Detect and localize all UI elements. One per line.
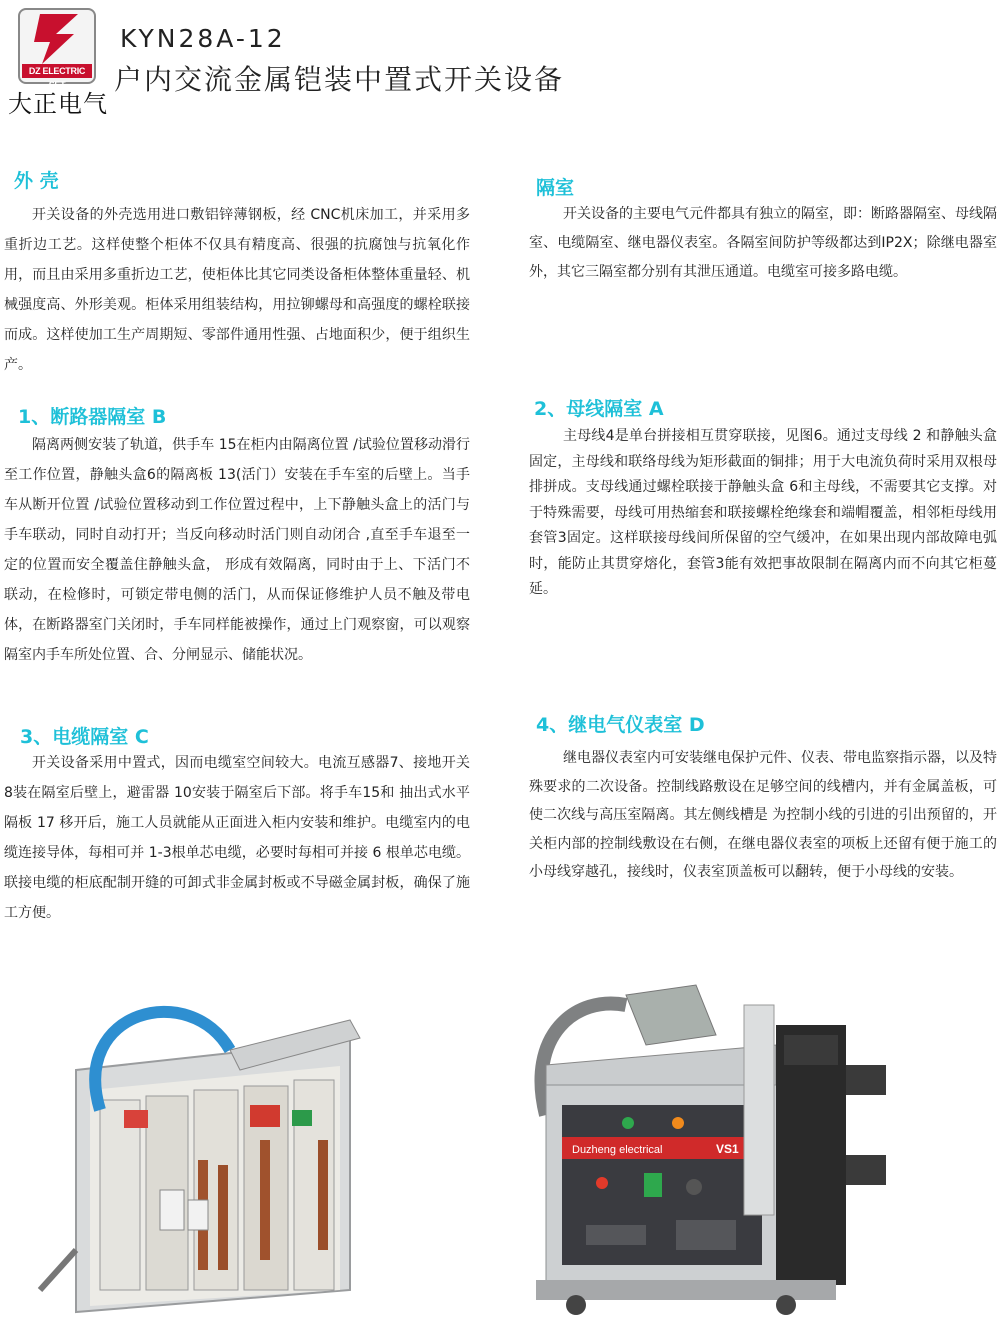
circuit-breaker-truck-photo [30,990,380,1320]
panel-brand-label: Duzheng electrical [572,1144,663,1156]
page-title: 户内交流金属铠装中置式开关设备 [114,63,565,96]
heading-relay: 4、继电气仪表室 D [536,714,705,736]
body-relay: 继电器仪表室内可安装继电保护元件、仪表、带电监察指示器，以及特殊要求的二次设备。控制线路敷设在足够空间的线槽内，并有金属盖板，可使二次线与高压室隔离。其左侧线槽是 为控制小线的引进的引出预留的，开关柜内部的控制线敷设在右侧，在继电器仪表室的项板上还留有便于施工的小母线穿越孔，接线时，仪表室顶盖板可以翻转，便于小母线的安装。 [529,750,997,880]
body-compartment: 开关设备的主要电气元件都具有独立的隔室，即：断路器隔室、母线隔室、电缆隔室、继电器仪表室。各隔室间防护等级都达到IP2X；除继电器室外，其它三隔室都分别有其泄压通道。电缆室可接多路电缆。 [529,206,997,280]
body-breaker: 隔离两侧安装了轨道，供手车 15在柜内由隔离位置 /试验位置移动滑行至工作位置，静触头盒6的隔离板 13(活门）安装在手车室的后壁上。当手车从断开位置 /试验位置移动到工作位置过程中，上下静触头盒上的活门与手车联动，同时自动打开；当反向移动时活门则自动闭合 ,直至手车退至一定的位置而安全覆盖住静触头盒， 形成有效隔离，同时由于上、下活门不联动，在检修时，可锁定带电侧的活门，从而保证修维护人员不触及带电体，在断路器室门关闭时，手车同样能被操作，通过上门观察窗，可以观察隔室内手车所处位置、合、分闸显示、储能状况。 [4,437,470,663]
heading-shell: 外 壳 [14,170,59,192]
heading-breaker: 1、断路器隔室 B [18,406,167,428]
company-name: 大正电气 [8,90,108,118]
body-shell: 开关设备的外壳选用进口敷铝锌薄钢板，经 CNC机床加工，并采用多重折边工艺。这样使整个柜体不仅具有精度高、很强的抗腐蚀与抗氧化作用，而且由采用多重折边工艺，使柜体比其它同类设备柜体整体重量轻、机械强度高、外形美观。柜体采用组装结构，用拉铆螺母和高强度的螺栓联接而成。这样使加工生产周期短、零部件通用性强、占地面积少，便于组织生产。 [4,207,470,373]
heading-cable: 3、电缆隔室 C [20,726,149,748]
body-busbar: 主母线4是单台拼接相互贯穿联接，见图6。通过支母线 2 和静触头盒固定，主母线和联络母线为矩形截面的铜排；用于大电流负荷时采用双根母排拼成。支母线通过螺栓联接于静触头盒 6和主母线，不需要其它支撑。对于特殊需要，母线可用热缩套和联接螺栓绝缘套和端帽覆盖，相邻柜母线用套管3固定。这样联接母线间所保留的空气缓冲，在如果出现内部故障电弧时，能防止其贯穿熔化，套管3能有效把事故限制在隔离内而不向其它柜蔓延。 [529,428,997,597]
heading-compartment: 隔室 [536,177,575,199]
vs1-vacuum-breaker-photo [516,975,1000,1325]
product-model: KYN28A-12 [120,24,286,53]
lightning-bolt-icon [20,10,94,66]
body-cable: 开关设备采用中置式，因而电缆室空间较大。电流互感器7、接地开关 8装在隔室后壁上，避雷器 10安装于隔室后下部。将手车15和 抽出式水平隔板 17 移开后，施工人员就能从正面进入柜内安装和维护。电缆室内的电缆连接导体，每相可并 1-3根单芯电缆，必要时每相可并接 6 根单芯电缆。联接电缆的柜底配制开缝的可卸式非金属封板或不导磁金属封板，确保了施工方便。 [4,755,470,921]
company-logo [14,8,100,90]
logo-text: DZ ELECTRIC SET [22,64,92,78]
panel-model-label: VS1 [716,1142,739,1156]
heading-busbar: 2、母线隔室 A [534,398,664,420]
